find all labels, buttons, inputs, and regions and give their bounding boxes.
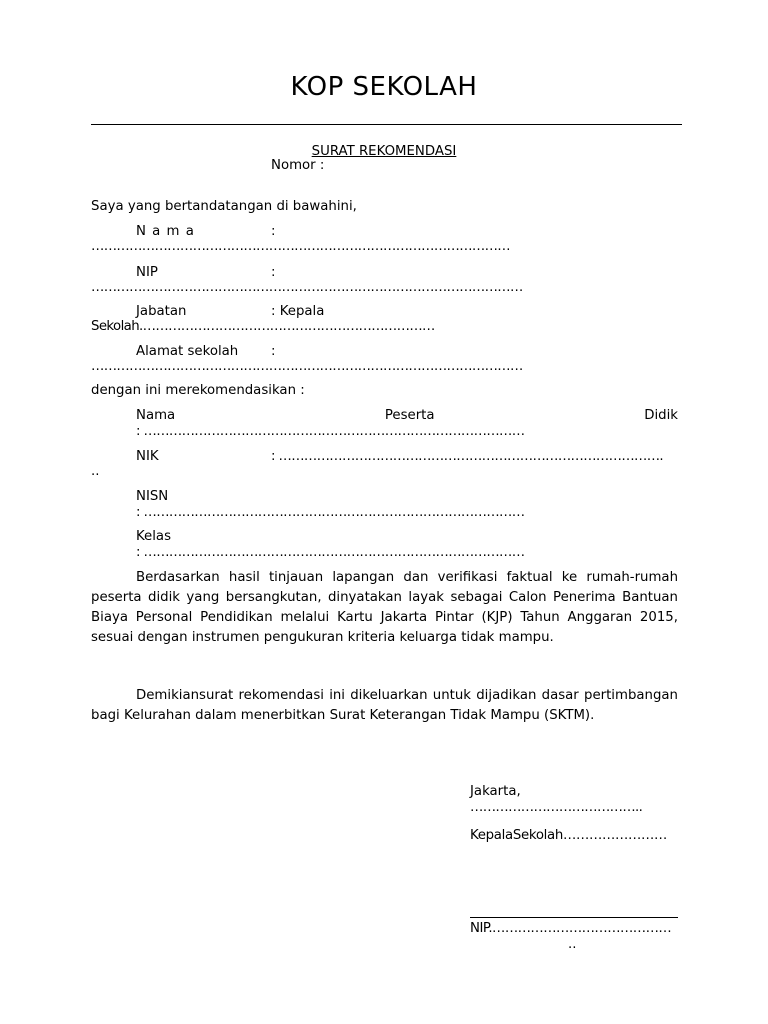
school-address-dots: ………………………………………………………………………………………… bbox=[91, 359, 523, 374]
signature-nip: NIP.…………………………………… bbox=[470, 921, 672, 936]
signer-position-continued: Sekolah.…………………………………………………………… bbox=[91, 319, 435, 334]
student-nisn-label: NISN bbox=[136, 489, 169, 504]
intro-text: Saya yang bertandatangan di bawahini, bbox=[91, 199, 357, 214]
signer-name-dots: ……………………………………………………………………………………… bbox=[91, 239, 510, 254]
body-paragraph-2: Demikiansurat rekomendasi ini dikeluarkan untuk dijadikan dasar pertimbangan bagi Kelurahan dalam menerbitkan Surat Keterangan Tidak Mampu (SKTM). bbox=[91, 688, 678, 723]
student-nik-label: NIK bbox=[136, 449, 159, 464]
student-nik-continued: .. bbox=[91, 464, 100, 479]
letterhead-title: KOP SEKOLAH bbox=[290, 72, 478, 102]
student-class-label: Kelas bbox=[136, 529, 172, 544]
student-name-word-1: Nama bbox=[136, 408, 176, 423]
recommend-text: dengan ini merekomendasikan : bbox=[91, 383, 305, 398]
signature-role: KepalaSekolah…………………… bbox=[470, 828, 667, 843]
signature-line bbox=[470, 917, 678, 918]
signer-name-colon: : bbox=[271, 224, 276, 239]
student-name-dots: : ……………………………………………………………………………… bbox=[136, 424, 525, 439]
student-name-word-3: Didik bbox=[644, 408, 678, 423]
signer-position-value: : Kepala bbox=[271, 304, 325, 319]
letter-title: SURAT REKOMENDASI bbox=[311, 144, 457, 159]
signer-name-label: N a m a bbox=[136, 224, 195, 239]
body-paragraph-1: Berdasarkan hasil tinjauan lapangan dan verifikasi faktual ke rumah-rumah peserta didik yang bersangkutan, dinyatakan layak sebagai Calon Penerima Bantuan Biaya Personal Pendidikan melalui Kartu Jakarta Pintar (KJP) Tahun Anggaran 2015, sesuai dengan instrumen pengukuran kriteria keluarga tidak mampu. bbox=[91, 570, 678, 645]
letterhead-divider bbox=[91, 124, 682, 125]
signature-place: Jakarta, bbox=[470, 784, 521, 799]
letter-number-label: Nomor : bbox=[271, 158, 325, 173]
student-nik-dots: : ………………………………………………………………………………. bbox=[271, 449, 664, 464]
signer-position-label: Jabatan bbox=[136, 304, 187, 319]
signer-nip-colon: : bbox=[271, 265, 276, 280]
signer-nip-dots: ………………………………………………………………………………………… bbox=[91, 280, 523, 295]
school-address-label: Alamat sekolah bbox=[136, 344, 239, 359]
signer-nip-label: NIP bbox=[136, 265, 158, 280]
student-name-word-2: Peserta bbox=[384, 408, 435, 423]
school-address-colon: : bbox=[271, 344, 276, 359]
signature-date-dots: ………………………………….. bbox=[470, 800, 643, 815]
student-nisn-dots: : ……………………………………………………………………………… bbox=[136, 505, 525, 520]
signature-nip-continued: .. bbox=[568, 937, 577, 952]
student-name-label-row bbox=[136, 408, 678, 424]
student-class-dots: : ……………………………………………………………………………… bbox=[136, 545, 525, 560]
